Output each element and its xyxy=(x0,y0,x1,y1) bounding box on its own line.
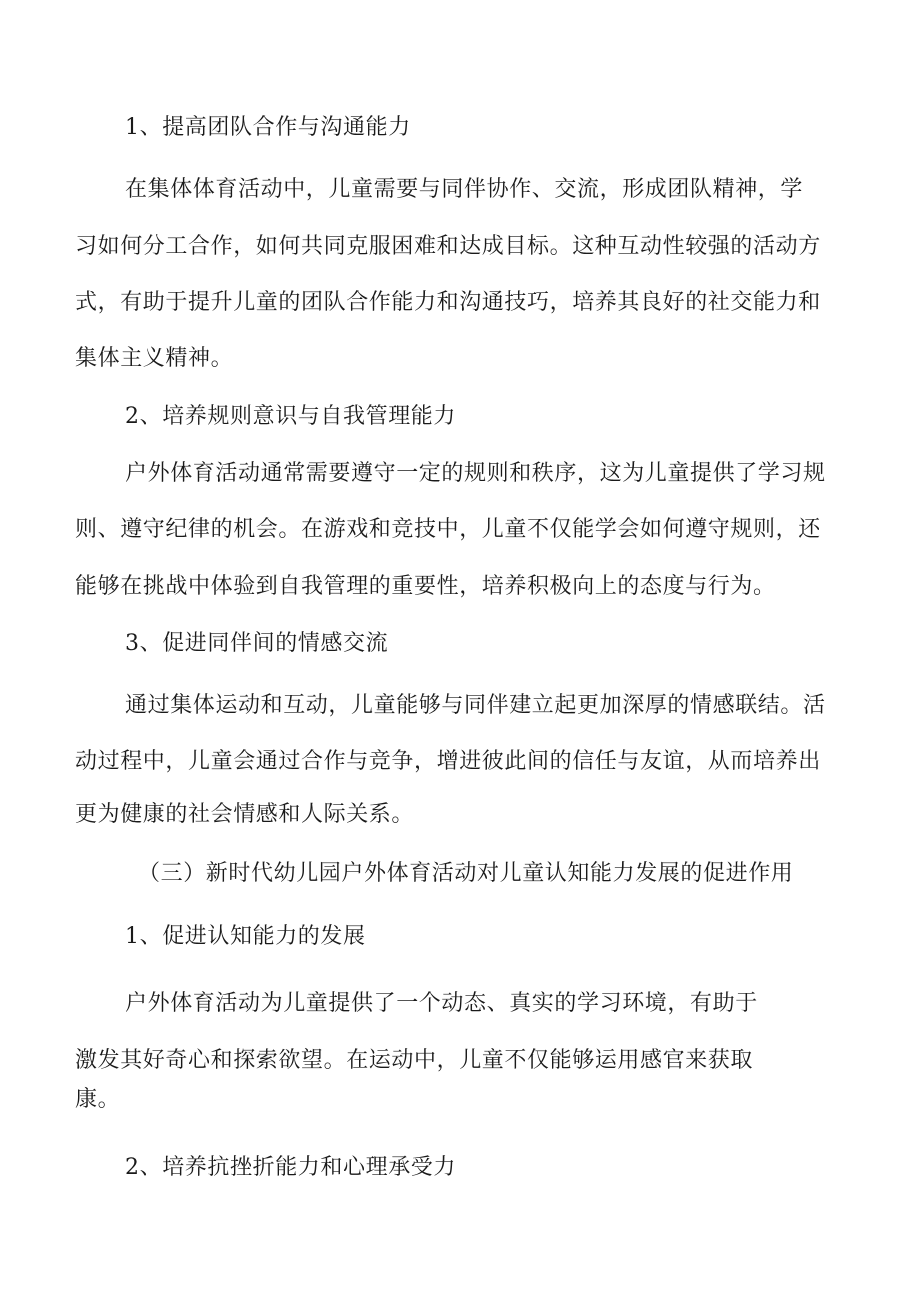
section-heading: 2、培养抗挫折能力和心理承受力 xyxy=(125,1155,456,1180)
paragraph-line: 集体主义精神。 xyxy=(75,346,234,371)
paragraph-line: 户外体育活动为儿童提供了一个动态、真实的学习环境，有助于 xyxy=(125,991,758,1016)
paragraph-line: 则、遵守纪律的机会。在游戏和竞技中，儿童不仅能学会如何遵守规则，还 xyxy=(75,517,821,542)
paragraph-line: 动过程中，儿童会通过合作与竞争，增进彼此间的信任与友谊，从而培养出 xyxy=(75,749,821,774)
paragraph-line: 通过集体运动和互动，儿童能够与同伴建立起更加深厚的情感联结。活 xyxy=(125,693,826,718)
paragraph-line: 激发其好奇心和探索欲望。在运动中，儿童不仅能够运用感官来获取 xyxy=(75,1048,754,1073)
section-heading: 1、促进认知能力的发展 xyxy=(125,924,366,949)
section-heading: 3、促进同伴间的情感交流 xyxy=(125,631,389,656)
paragraph-line: 在集体体育活动中，儿童需要与同伴协作、交流，形成团队精神，学 xyxy=(125,177,804,202)
part-heading: （三）新时代幼儿园户外体育活动对儿童认知能力发展的促进作用 xyxy=(138,861,794,886)
section-heading: 1、提高团队合作与沟通能力 xyxy=(125,115,411,140)
paragraph-line: 习如何分工合作，如何共同克服困难和达成目标。这种互动性较强的活动方 xyxy=(75,234,821,259)
paragraph-line: 能够在挑战中体验到自我管理的重要性，培养积极向上的态度与行为。 xyxy=(75,574,776,599)
paragraph-line: 式，有助于提升儿童的团队合作能力和沟通技巧，培养其良好的社交能力和 xyxy=(75,290,821,315)
paragraph-line: 更为健康的社会情感和人际关系。 xyxy=(75,802,415,827)
section-heading: 2、培养规则意识与自我管理能力 xyxy=(125,404,456,429)
paragraph-line: 户外体育活动通常需要遵守一定的规则和秩序，这为儿童提供了学习规 xyxy=(125,461,826,486)
paragraph-line: 康。 xyxy=(75,1087,121,1112)
